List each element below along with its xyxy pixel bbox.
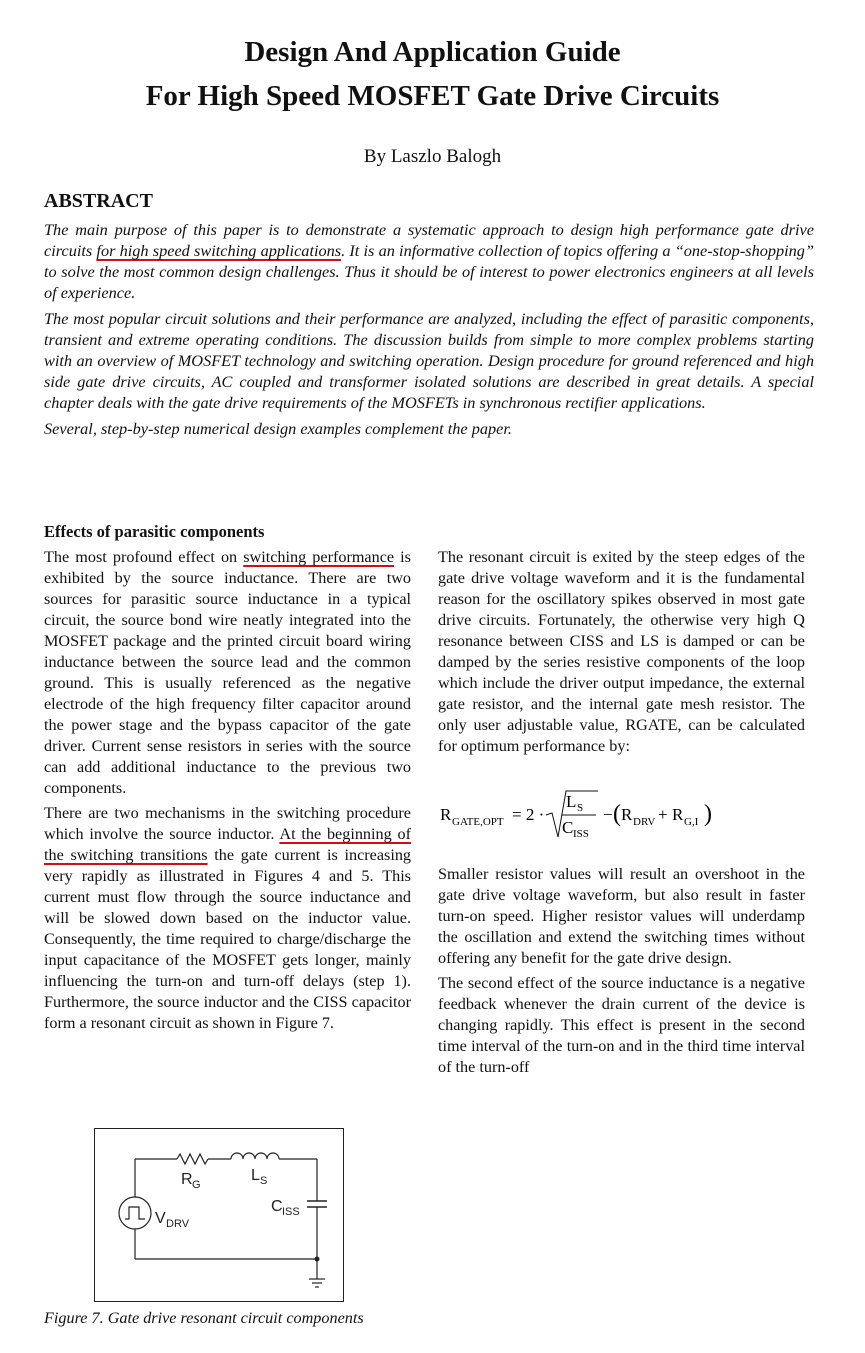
left-paragraph-2: [44, 803, 411, 1034]
formula-eq: = 2 ·: [512, 805, 545, 824]
abstract-p1-text: The main purpose of this paper is to demonstrate a systematic approach to design high performance gate drive circuits: [44, 220, 814, 260]
right-paragraph-1: The resonant circuit is exited by the steep edges of the gate drive voltage waveform and it is the fundamental reason for the oscillatory spikes observed in most gate drive circuits. Fortunately, the otherwise very high Q resonance between CISS and LS is damped or can be damped by the series resistive components of the loop which include the driver output impedance, the external gate resistor, and the internal gate mesh resistor. The only user adjustable value, RGATE, can be calculated for optimum performance by:: [438, 548, 805, 755]
left-paragraph-1: [44, 547, 411, 799]
formula-lhs-sub: GATE,OPT: [452, 816, 504, 828]
left-p2-text-end: the gate current is increasing very rapidly as illustrated in Figures 4 and 5. This current must flow through the source inductance and will be slowed down based on the inductor value. Consequently, the time required to charge/discharge the input capacitance of the MOSFET gets longer, mainly influencing the turn-on and turn-off delays (step 1). Furthermore, the source inductor and the CISS capacitor form a resonant circuit as shown in Figure 7.: [44, 846, 412, 1032]
formula-r1-sub: DRV: [633, 816, 656, 828]
right-paragraph-3: The second effect of the source inductance is a negative feedback whenever the drain current of the device is changing rapidly. This effect is present in the second time interval of the turn-on and in the third time interval of the turn-off: [438, 974, 805, 1076]
abstract-p1-text-end: . It is an informative collection of topics offering a “one-stop-shopping” to solve the most common design challenges. Thus it should be of interest to power electronics engineers at all levels of experience.: [44, 241, 814, 302]
label-vdrv: V: [155, 1210, 166, 1227]
left-p1-text: The most profound effect on: [44, 548, 244, 566]
author: By Laszlo Balogh: [363, 146, 502, 167]
right-column-top: [438, 547, 805, 761]
resistor-rg: [177, 1154, 208, 1164]
abstract-paragraph-3: Several, step-by-step numerical design examples complement the paper.: [44, 419, 512, 438]
figure-7-circuit: [94, 1128, 344, 1302]
formula-den-sub: ISS: [573, 828, 589, 840]
abstract-body: [44, 219, 814, 444]
formula-num: L: [566, 792, 577, 811]
formula-r1: R: [621, 805, 633, 824]
formula-r2: R: [672, 805, 684, 824]
inductor-ls: [231, 1153, 279, 1159]
label-vdrv-sub: DRV: [166, 1218, 190, 1230]
left-p1-text-end: is exhibited by the source inductance. There are two sources for parasitic source inductance in a typical circuit, the source bond wire neatly integrated into the MOSFET package and the printed circuit board wiring inductance between the source lead and the common ground. This is usually referenced as the negative electrode of the high frequency filter capacitor around the power stage and the bypass capacitor of the gate driver. Current sense resistors in series with the source can add additional inductance to the previous two components.: [44, 548, 411, 797]
label-ciss: C: [271, 1198, 283, 1215]
formula-minus: −: [603, 805, 613, 824]
right-column-bottom: [438, 864, 805, 1082]
paper-title: [0, 30, 865, 118]
title-line-2: For High Speed MOSFET Gate Drive Circuits: [145, 80, 720, 112]
label-rg-sub: G: [192, 1179, 201, 1191]
label-ls: L: [251, 1167, 260, 1184]
left-column: [44, 547, 411, 1038]
abstract-underlined-phrase: for high speed switching applications: [96, 241, 342, 260]
circuit-diagram: [95, 1129, 343, 1301]
left-p2-underlined: At the beginning of the switching transitions: [44, 825, 412, 864]
formula-graphic: [440, 785, 740, 845]
abstract-paragraph-2: The most popular circuit solutions and their performance are analyzed, including the effect of parasitic components, transient and extreme operating conditions. The discussion builds from simple to more complex problems starting with an overview of MOSFET technology and switching operation. Design procedure for ground referenced and high side gate drive circuits, AC coupled and transformer isolated solutions are described in great details. A special chapter deals with the gate drive requirements of the MOSFETs in synchronous rectifier applications.: [44, 309, 814, 412]
left-p2-text: There are two mechanisms in the switching procedure which involve the source inductor.: [44, 804, 411, 843]
right-paragraph-2: Smaller resistor values will result an overshoot in the gate drive voltage waveform, but also result in faster turn-on speed. Higher resistor values will underdamp the oscillation and extend the switching times without offering any benefit for the gate drive design.: [438, 865, 805, 967]
voltage-source: [119, 1197, 151, 1229]
junction-dot: [315, 1257, 320, 1262]
paren-left: (: [613, 801, 621, 827]
abstract-heading: ABSTRACT: [44, 190, 153, 212]
formula-den: C: [562, 818, 574, 837]
left-p1-underlined: switching performance: [243, 548, 395, 566]
abstract-paragraph-1: [44, 219, 814, 303]
paren-right: ): [704, 801, 712, 827]
title-line-1: Design And Application Guide: [244, 36, 621, 68]
pulse-icon: [125, 1207, 145, 1219]
formula-lhs: R: [440, 805, 452, 824]
label-ls-sub: S: [260, 1175, 268, 1187]
label-rg: R: [181, 1171, 193, 1188]
label-ciss-sub: ISS: [282, 1206, 300, 1218]
section-heading: Effects of parasitic components: [44, 522, 265, 541]
formula-r2-sub: G,I: [684, 816, 699, 828]
formula-plus: +: [658, 805, 668, 824]
rgate-formula: [440, 785, 740, 850]
figure-caption: Figure 7. Gate drive resonant circuit components: [44, 1309, 364, 1327]
formula-num-sub: S: [577, 802, 584, 814]
